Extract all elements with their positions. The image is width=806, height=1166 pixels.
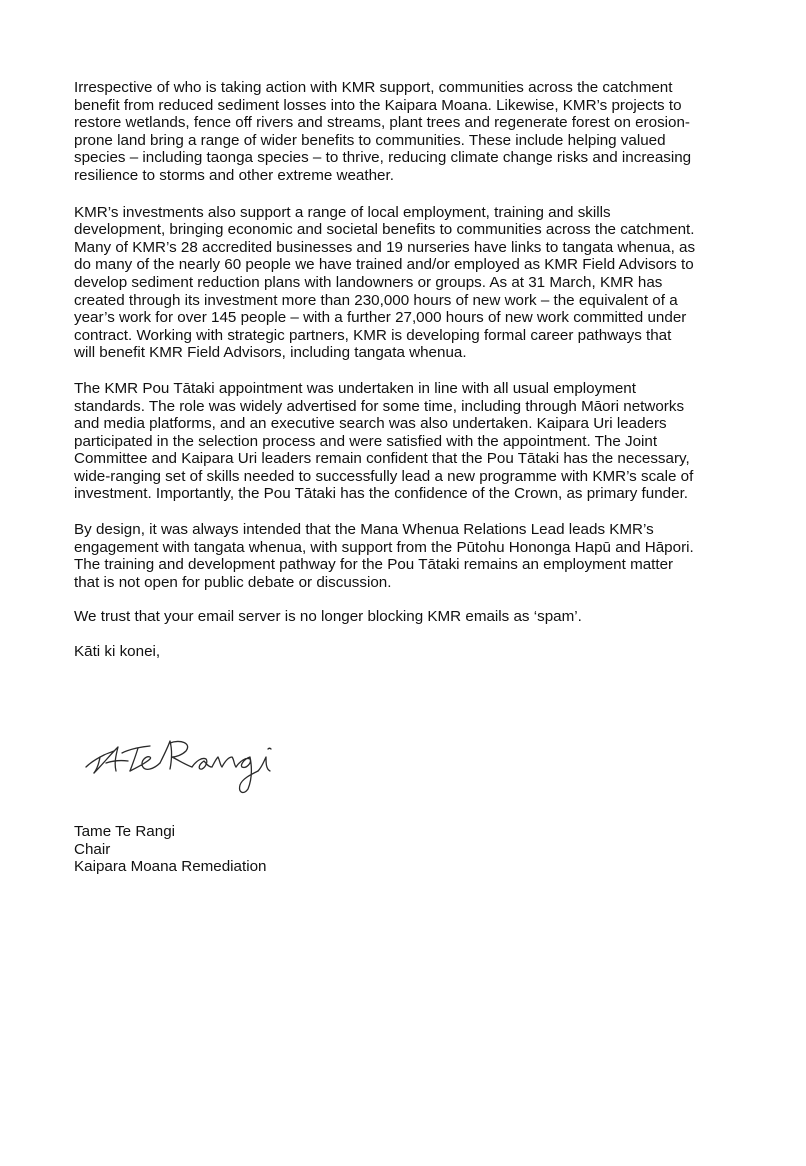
paragraph-line: By design, it was always intended that the Mana Whenua Relations Lead leads KMR’s bbox=[74, 521, 654, 539]
paragraph-line: benefit from reduced sediment losses into the Kaipara Moana. Likewise, KMR’s projects to bbox=[74, 96, 682, 114]
paragraph-line: participated in the selection process and were satisfied with the appointment. The Joint bbox=[74, 432, 658, 450]
paragraph-line: wide-ranging set of skills needed to successfully lead a new programme with KMR’s scale of bbox=[74, 467, 694, 485]
paragraph-line: contract. Working with strategic partners, KMR is developing formal career pathways that bbox=[74, 326, 672, 344]
paragraph-line: development, bringing economic and societal benefits to communities across the catchment. bbox=[74, 221, 695, 239]
paragraph-line: that is not open for public debate or discussion. bbox=[74, 573, 392, 591]
paragraph-line: year’s work for over 145 people – with a further 27,000 hours of new work committed under bbox=[74, 309, 687, 327]
paragraph-line: and media platforms, and an executive search was also undertaken. Kaipara Uri leaders bbox=[74, 415, 667, 433]
paragraph-line: species – including taonga species – to thrive, reducing climate change risks and increasing bbox=[74, 149, 692, 167]
paragraph-line: Committee and Kaipara Uri leaders remain confident that the Pou Tātaki has the necessary, bbox=[74, 450, 690, 468]
signer-block bbox=[74, 823, 267, 876]
paragraph-line: resilience to storms and other extreme weather. bbox=[74, 166, 394, 184]
paragraph-line: develop sediment reduction plans with landowners or groups. As at 31 March, KMR has bbox=[74, 273, 663, 291]
paragraph-line: engagement with tangata whenua, with support from the Pūtohu Hononga Hapū and Hāpori. bbox=[74, 538, 694, 556]
paragraph-line: investment. Importantly, the Pou Tātaki has the confidence of the Crown, as primary funder. bbox=[74, 485, 689, 503]
paragraph-line: do many of the nearly 60 people we have trained and/or employed as KMR Field Advisors to bbox=[74, 256, 694, 274]
paragraph-line: We trust that your email server is no longer blocking KMR emails as ‘spam’. bbox=[74, 608, 582, 626]
paragraph-line: Many of KMR’s 28 accredited businesses and 19 nurseries have links to tangata whenua, as bbox=[74, 238, 696, 256]
handwritten-signature bbox=[80, 727, 295, 797]
paragraph-line: restore wetlands, fence off rivers and streams, plant trees and regenerate forest on erosion- bbox=[74, 114, 690, 132]
paragraph-line: The training and development pathway for the Pou Tātaki remains an employment matter bbox=[74, 556, 674, 574]
paragraph-line: standards. The role was widely advertised for some time, including through Māori networks bbox=[74, 397, 685, 415]
letter-body bbox=[74, 79, 744, 661]
paragraph-appointment bbox=[74, 380, 744, 503]
closing-salutation: Kāti ki konei, bbox=[74, 643, 161, 661]
paragraph-engagement bbox=[74, 521, 744, 591]
paragraph-line: created through its investment more than 230,000 hours of new work – the equivalent of a bbox=[74, 291, 678, 309]
paragraph-line: KMR’s investments also support a range of local employment, training and skills bbox=[74, 203, 611, 221]
signer-organisation: Kaipara Moana Remediation bbox=[74, 858, 267, 876]
paragraph-employment bbox=[74, 204, 744, 362]
paragraph-line: Irrespective of who is taking action with KMR support, communities across the catchment bbox=[74, 79, 673, 96]
paragraph-line: prone land bring a range of wider benefits to communities. These include helping valued bbox=[74, 131, 666, 149]
paragraph-catchment-benefits bbox=[74, 79, 744, 185]
signer-name: Tame Te Rangi bbox=[74, 823, 176, 840]
paragraph-line: will benefit KMR Field Advisors, including tangata whenua. bbox=[74, 344, 467, 362]
paragraph-email-server bbox=[74, 608, 744, 626]
paragraph-line: The KMR Pou Tātaki appointment was undertaken in line with all usual employment bbox=[74, 379, 636, 397]
signer-title: Chair bbox=[74, 840, 111, 858]
